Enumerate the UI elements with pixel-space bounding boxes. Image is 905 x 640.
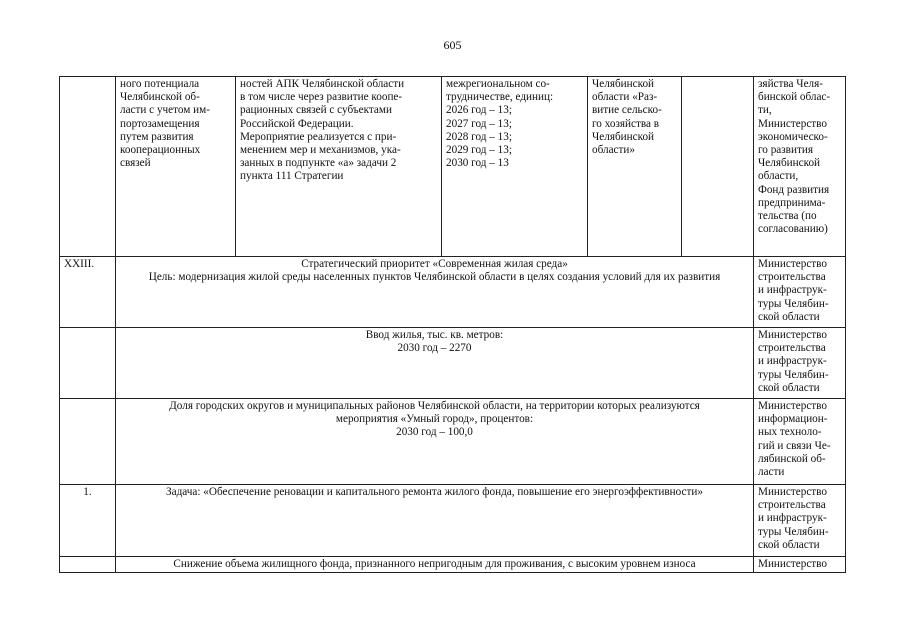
continuation-responsible-cell: зяйства Челя- бинской облас- ти, Министерство экономическо- го развития Челябинской области, Фонд развития предпринима- тельства (по согласованию) [754, 77, 846, 257]
task-1-row [60, 485, 846, 557]
section-xxiii-row [60, 257, 846, 328]
page-number: 605 [443, 38, 462, 52]
housing-indicator-row [60, 328, 846, 399]
continuation-measure-cell: ностей АПК Челябинской области в том числе через развитие коопе- рационных связей с субъектами Российской Федерации. Мероприятие реализуется с при- менением мер и механизмов, ука- занных в подпункте «а» задачи 2 пункта 111 Стратегии [236, 77, 442, 257]
task-responsible-cell: Министерство строительства и инфраструк- туры Челябин- ской области [754, 485, 846, 557]
smart-city-indicator-row [60, 399, 846, 485]
continuation-goal-cell: ного потенциала Челябинской об- ласти с учетом им- портозамещения путем развития кооперационных связей [116, 77, 236, 257]
housing-stock-number-cell [60, 557, 116, 573]
section-responsible-cell: Министерство строительства и инфраструк- туры Челябин- ской области [754, 257, 846, 328]
housing-indicator-responsible-cell: Министерство строительства и инфраструк- туры Челябин- ской области [754, 328, 846, 399]
continuation-indicator-cell: межрегиональном со- трудничестве, единиц: 2026 год – 13; 2027 год – 13; 2028 год – 13; 2029 год – 13; 2030 год – 13 [442, 77, 588, 257]
housing-indicator-number-cell [60, 328, 116, 399]
housing-indicator-cell: Ввод жилья, тыс. кв. метров: 2030 год – 2270 [116, 328, 754, 399]
smart-city-indicator-cell: Доля городских округов и муниципальных районов Челябинской области, на территории которых реализуются мероприятия «Умный город», процентов: 2030 год – 100,0 [116, 399, 754, 485]
continuation-number-cell [60, 77, 116, 257]
smart-city-responsible-cell: Министерство информацион- ных техноло- гий и связи Че- лябинской об- ласти [754, 399, 846, 485]
continuation-row [60, 77, 846, 257]
strategy-plan-table [59, 76, 846, 573]
smart-city-number-cell [60, 399, 116, 485]
section-priority: Стратегический приоритет «Современная жилая среда» [301, 258, 568, 270]
task-number: 1. [60, 485, 116, 557]
section-priority-cell [116, 257, 754, 328]
continuation-program-cell: Челябинской области «Раз- витие сельско- го хозяйства в Челябинской области» [588, 77, 682, 257]
housing-stock-indicator-text: Снижение объема жилищного фонда, признанного непригодным для проживания, с высоким уровнем износа [116, 557, 754, 573]
housing-stock-responsible-cell: Министерство [754, 557, 846, 573]
continuation-empty-cell [682, 77, 754, 257]
section-number: XXIII. [60, 257, 116, 328]
section-goal: Цель: модернизация жилой среды населенных пунктов Челябинской области в целях создания условий для их развития [148, 271, 721, 284]
task-text: Задача: «Обеспечение реновации и капитального ремонта жилого фонда, повышение его энергоэффективности» [116, 485, 754, 557]
housing-stock-indicator-row [60, 557, 846, 573]
